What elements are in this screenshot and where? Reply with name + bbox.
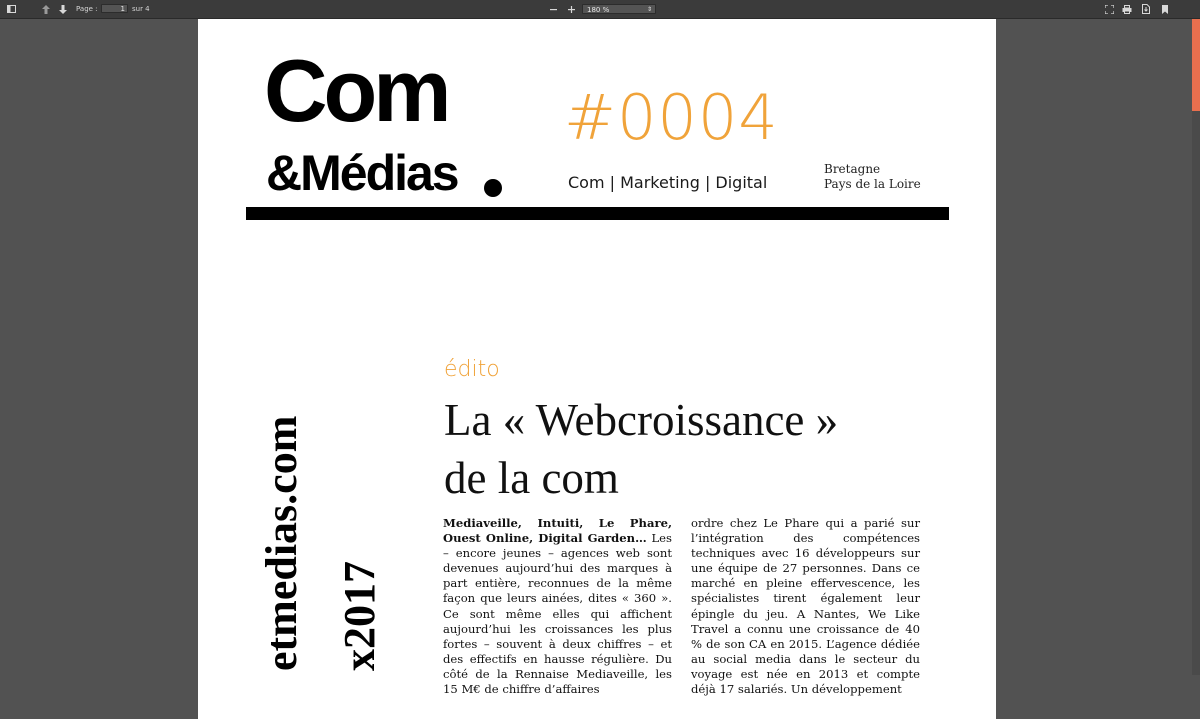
section-rubric: édito xyxy=(444,357,500,382)
zoom-value: 180 % xyxy=(587,6,610,14)
zoom-select[interactable] xyxy=(582,4,656,14)
region-pays-de-la-loire: Pays de la Loire xyxy=(824,177,921,191)
pdf-toolbar xyxy=(0,0,1200,19)
issue-number: #0004 xyxy=(564,81,779,154)
page-number-input[interactable]: 1 xyxy=(101,4,128,13)
pdf-page xyxy=(198,19,996,719)
chevron-updown-icon: ⇕ xyxy=(646,6,652,13)
logo-title: Com xyxy=(264,41,448,140)
sidebar-toggle-icon[interactable] xyxy=(4,0,18,18)
fullscreen-icon[interactable] xyxy=(1102,0,1116,18)
previous-page-icon[interactable] xyxy=(39,0,53,18)
headline-line-2: de la com xyxy=(444,453,619,503)
print-icon[interactable] xyxy=(1120,0,1134,18)
bookmark-icon[interactable] xyxy=(1158,0,1172,18)
logo-subtitle: &Médias xyxy=(266,145,458,201)
headline-line-1: La « Webcroissance » xyxy=(444,395,839,445)
tagline: Com | Marketing | Digital xyxy=(568,173,768,192)
article-lead: Mediaveille, Intuiti, Le Phare, Ouest Online, Digital Garden… xyxy=(443,516,672,546)
logo-dot xyxy=(484,179,502,197)
zoom-out-icon[interactable] xyxy=(547,0,559,18)
vertical-scrollbar[interactable] xyxy=(1192,19,1200,675)
vertical-website-text: etmedias.com xyxy=(257,415,306,671)
region-bretagne: Bretagne xyxy=(824,162,881,176)
header-rule xyxy=(246,207,949,220)
page-label: Page : xyxy=(76,5,98,13)
download-icon[interactable] xyxy=(1139,0,1153,18)
zoom-in-icon[interactable] xyxy=(565,0,577,18)
next-page-icon[interactable] xyxy=(56,0,70,18)
headline xyxy=(444,391,924,507)
scrollbar-thumb[interactable] xyxy=(1192,19,1200,111)
article-text-1: Les – encore jeunes – agences web sont devenues aujourd’hui des marques à part entière, reconnues de la même façon que leurs ainées, dites « 360 ». Ce sont même elles qui affichent aujourd’hui les croissances les plus fortes – souvent à deux chiffres – et des effectifs en hausse régulière. Du côté de la Rennaise Mediaveille, les 15 M€ de chiffre d’affaires xyxy=(443,531,672,697)
vertical-year-text: x2017 xyxy=(335,561,384,671)
page-total: sur 4 xyxy=(132,5,150,13)
article-column-2: ordre chez Le Phare qui a parié sur l’intégration des compétences techniques avec 16 développeurs sur une équipe de 27 personnes. Dans ce marché en pleine effervescence, les spécialistes tirent également leur épingle du jeu. A Nantes, We Like Travel a connu une croissance de 40 % de son CA en 2015. L’agence dédiée au social media dans le secteur du voyage est née en 2013 et compte déjà 17 salariés. Un développement xyxy=(691,516,920,697)
regions xyxy=(824,162,921,192)
article-column-1 xyxy=(443,516,672,697)
